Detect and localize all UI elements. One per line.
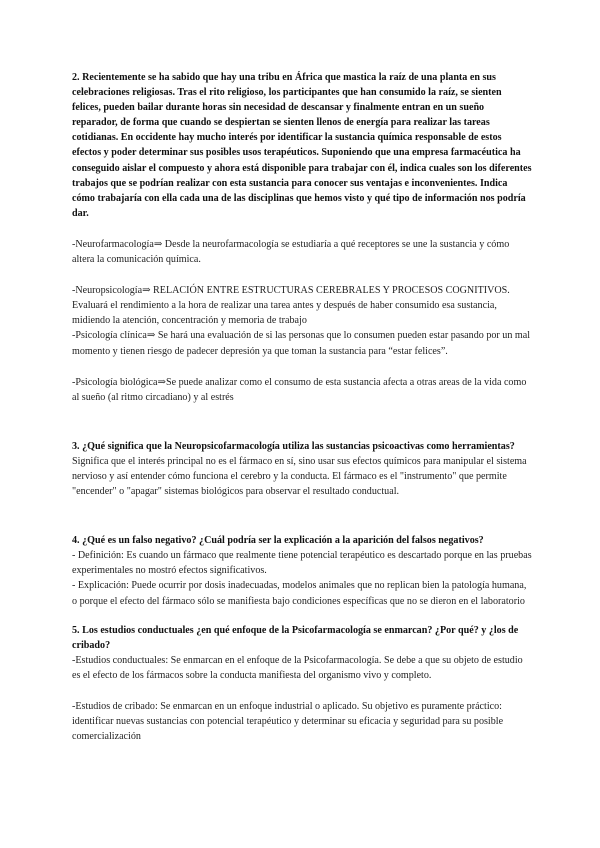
spacer bbox=[72, 499, 532, 533]
question-5-cribado: -Estudios de cribado: Se enmarcan en un enfoque industrial o aplicado. Su objetivo es puramente práctico: identificar nuevas sustancias con potencial terapéutico y determinar su eficacia y seguridad para su posible comercialización bbox=[72, 701, 504, 743]
question-4-prompt: 4. ¿Qué es un falso negativo? ¿Cuál podría ser la explicación a la aparición del falsos negativos? bbox=[72, 535, 484, 547]
question-5-prompt: 5. Los estudios conductuales ¿en qué enfoque de la Psicofarmacología se enmarcan? ¿Por qué? y ¿los de cribado? bbox=[72, 624, 519, 651]
question-2-prompt: 2. Recientemente se ha sabido que hay una tribu en África que mastica la raíz de una planta en sus celebraciones religiosas. Tras el rito religioso, los participantes que han consumido la raíz, se sienten felices, pueden bailar durante horas sin necesidad de descansar y finalmente entran en un sueño reparador, de forma que cuando se despiertan se sienten llenos de energía para realizar las tareas cotidianas. En occidente hay mucho interés por identificar la sustancia química responsable de estos efectos y poder determinar sus posibles usos terapéuticos. Suponiendo que una empresa farmacéutica ha conseguido aislar el compuesto y ahora está disponible para trabajar con él, indica cuales son los diferentes trabajos que se podrían realizar con esta sustancia para conocer sus ventajas e inconvenientes. Indica cómo trabajaría con ella cada una de las disciplinas que hemos visto y qué tipo de información nos podría dar. bbox=[72, 72, 532, 219]
spacer bbox=[72, 683, 532, 699]
question-4-explicacion: - Explicación: Puede ocurrir por dosis inadecuadas, modelos animales que no replican bien la patología humana, o porque el efecto del fármaco sólo se manifiesta bajo condiciones específicas que no se dieron en el laboratorio bbox=[72, 580, 527, 607]
answer-neurofarmacologia: -Neurofarmacología⇒ Desde la neurofarmacología se estudiaría a qué receptores se une la sustancia y cómo altera la comunicación química. bbox=[72, 238, 510, 266]
document-body bbox=[72, 70, 532, 744]
spacer bbox=[72, 221, 532, 237]
question-4-definicion: - Definición: Es cuando un fármaco que realmente tiene potencial terapéutico es descartado porque en las pruebas experimentales no mostró efectos significativos. bbox=[72, 550, 532, 577]
spacer bbox=[72, 609, 532, 623]
answer-psicologia-clinica: -Psicología clínica⇒ Se hará una evaluación de si las personas que lo consumen pueden estar pasando por un mal momento y tienen riesgo de padecer depresión ya que toman la sustancia para “estar felices”. bbox=[72, 330, 531, 357]
answer-neuropsicologia: -Neuropsicología⇒ RELACIÓN ENTRE ESTRUCTURAS CEREBRALES Y PROCESOS COGNITIVOS. Evaluará el rendimiento a la hora de realizar una tarea antes y después de haber consumido esa sustancia, midiendo la atención, concentración y memoria de trabajo bbox=[72, 285, 510, 327]
question-3-prompt: 3. ¿Qué significa que la Neuropsicofarmacología utiliza las sustancias psicoactivas como herramientas? bbox=[72, 440, 515, 452]
spacer bbox=[72, 267, 532, 283]
spacer bbox=[72, 359, 532, 375]
spacer bbox=[72, 405, 532, 439]
answer-psicologia-biologica: -Psicología biológica⇒Se puede analizar como el consumo de esta sustancia afecta a otras areas de la vida como al sueño (al ritmo circadiano) y al estrés bbox=[72, 376, 527, 403]
question-5-conductuales: -Estudios conductuales: Se enmarcan en el enfoque de la Psicofarmacología. Se debe a que su objeto de estudio es el efecto de los fármacos sobre la conducta manifiesta del organismo vivo y completo. bbox=[72, 654, 523, 681]
question-3-answer: Significa que el interés principal no es el fármaco en sí, sino usar sus efectos químicos para manipular el sistema nervioso y así entender cómo funciona el cerebro y la conducta. El fármaco es el "instrumento" que permite "encender" o "apagar" sistemas biológicos para observar el resultado conductual. bbox=[72, 455, 527, 498]
